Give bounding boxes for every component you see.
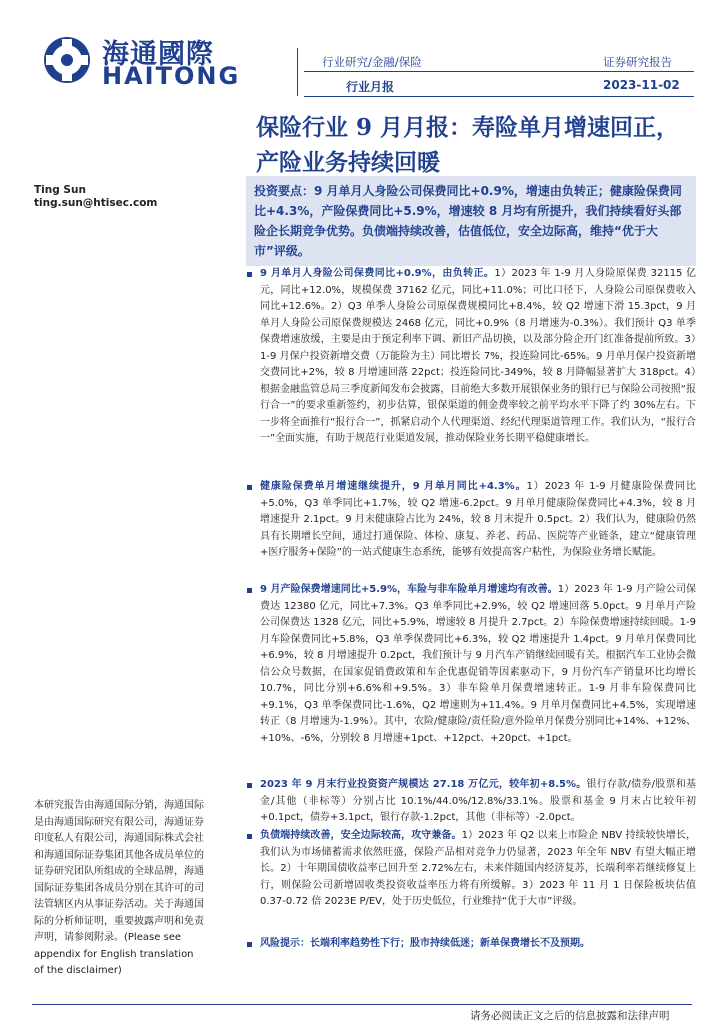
section-4 [260,777,696,827]
logo-text-cn: 海通國際 [102,39,214,70]
logo-text-en: HAITONG [102,62,241,90]
bullet-marker [247,272,252,277]
section-1 [260,266,696,475]
section-2-lead: 健康险保费单月增速继续提升，9 月单月同比+4.3%。 [260,481,527,492]
section-2-body: 1）2023 年 1-9 月健康险保费同比+5.0%，Q3 单季同比+1.7%，较 Q2 增速-6.2pct。9 月单月健康险保费同比+4.3%，较 8 月增速提升 2.1pct。9 月末健康险占比为 24%，较 8 月末提升 0.5pct。2）我们认为，健康险仍然具有长期增长空间，通过打通保险、体检、康复、养老、药品、医院等产业链条，建立“健康管理+医疗服务+保险”的一站式健康生态系统，能够有效提高客户粘性，为保险业务增长赋能。 [260,481,696,558]
section-3-lead: 9 月产险保费增速同比+5.9%，车险与非车险单月增速均有改善。 [260,584,558,595]
bullet-marker [247,942,252,947]
section-1-body: 1）2023 年 1-9 月人身险原保费 32115 亿元，同比+12.0%，规模保费 37162 亿元，同比+11.0%；可比口径下，人身险公司原保费收入同比+12.6%。2）Q3 单季人身险公司原保费规模同比+8.4%，较 Q2 增速下滑 15.3pct，9 月单月人身险公司原保费规模达 2468 亿元，同比+0.9%（8 月增速为-0.3%）。我们预计 Q3 单季保费增速放缓，主要是由于预定利率下调、新旧产品切换，以及部分险企开门红准备提前所致。3）1-9 月保户投资新增交费（万能险为主）同比增长 7%，投连险同比-65%。9 月单月保户投资新增交费同比+2%，较 8 月增速回落 22pct；投连险同比-349%，较 8 月降幅显著扩大 318pct。4）根据金融监管总局三季度新闻发布会披露，目前绝大多数开展银保业务的银行已与保险公司按照“报行合一”的要求重新签约，初步估算，银保渠道的佣金费率较之前平均水平下降了约 30%左右。下一步将全面推行“报行合一”，抓紧启动个人代理渠道、经纪代理渠道管理工作。我们认为，“报行合一”全面实施，有助于规范行业渠道发展，推动保险业务长期平稳健康增长。 [260,268,696,444]
bullet-marker [247,588,252,593]
header-rule-bottom [304,96,694,97]
section-5-body: 1）2023 年 Q2 以来上市险企 NBV 持续较快增长，我们认为市场储蓄需求依然旺盛，保险产品相对竞争力仍显著，2023 年全年 NBV 有望大幅正增长。2）十年期国债收益率已回升至 2.72%左右，未来伴随国内经济复苏，长端利率若继续修复上行，则保险公司新增固收类投资收益率压力将有所缓解。3）2023 年 11 月 1 日保险板块估值 0.37-0.72 倍 2023E P/EV，处于历史低位，行业维持“优于大市”评级。 [260,830,696,907]
bullet-marker [247,783,252,788]
title-line-2: 产险业务持续回暖 [256,149,440,176]
section-5-lead: 负债端持续改善，安全边际较高，攻守兼备。 [260,830,462,841]
bullet-marker [247,834,252,839]
footer-note: 请务必阅读正文之后的信息披露和法律声明 [470,1010,670,1022]
section-3-body: 1）2023 年 1-9 月产险公司保费达 12380 亿元，同比+7.3%。Q3 单季同比+2.9%，较 Q2 增速回落 5.0pct。9 月单月产险公司保费达 1328 亿元，同比+5.9%，增速较 8 月提升 2.7pct。2）车险保费增速持续回暖。1-9 月车险保费同比+5.8%，Q3 单季保费同比+6.3%，较 Q2 增速提升 1.4pct。9 月单月保费同比+6.9%，较 8 月增速提升 0.2pct，我们预计与 9 月汽车产销继续回暖有关。根据汽车工业协会微信公众号数据，在国家促销费政策和车企优惠促销等因素驱动下，9 月份汽车产销量环比均增长 10.7%，同比分别+6.6%和+9.5%。3）非车险单月保费增速转正。1-9 月非车险保费同比+9.1%，Q3 单季保费同比-1.6%，Q2 增速则为+11.4%。9 月单月保费同比+4.5%，实现增速转正（8 月增速为-1.9%）。其中，农险/健康险/责任险/意外险单月保费分别同比+14%、+12%、+10%、-6%，分别较 8 月增速+1pct、+12pct、+20pct、+1pct。 [260,584,696,744]
header-divider [297,48,298,96]
section-5 [260,828,696,928]
author-name: Ting Sun [34,184,86,196]
logo [42,35,92,85]
disclaimer: 本研究报告由海通国际分销，海通国际是由海通国际研究有限公司，海通证券印度私人有限公司，海通国际株式会社和海通国际证券集团其他各成员单位的证券研究团队所组成的全球品牌，海通国际证券集团各成员分别在其许可的司法管辖区内从事证券活动。关于海通国际的分析师证明，重要披露声明和免责声明，请参阅附录。(Please see appendix for English translation of the disclaimer) [34,800,204,976]
summary-box [246,176,696,266]
section-6 [260,936,696,956]
author-email[interactable]: ting.sun@htisec.com [34,197,158,209]
page-title [256,110,706,180]
section-1-lead: 9 月单月人身险公司保费同比+0.9%，由负转正。 [260,268,495,279]
section-4-lead: 2023 年 9 月末行业投资资产规模达 27.18 万亿元，较年初+8.5%。 [260,779,587,790]
bullet-marker [247,485,252,490]
summary-text: 投资要点：9 月单月人身险公司保费同比+0.9%，增速由负转正；健康险保费同比+4.3%，产险保费同比+5.9%，增速较 8 月均有所提升，我们持续看好头部险企长期竞争优势。负债端持续改善，估值低位，安全边际高，维持“优于大市”评级。 [254,184,682,258]
footer-rule [32,1004,692,1005]
haitong-logo-icon [42,35,92,85]
report-kind: 证券研究报告 [603,55,672,69]
author-block [34,184,157,210]
report-date: 2023-11-02 [603,78,680,92]
section-4-body: 银行存款/债券/股票和基金/其他（非标等）分别占比 10.1%/44.0%/12.8%/33.1%。股票和基金 9 月末占比较年初+0.1pct，债券+3.1pct，银行存款-1.2pct，其他（非标等）-2.0pct。 [260,779,696,823]
report-subkind: 行业月报 [346,80,395,94]
report-category: 行业研究/金融/保险 [322,55,422,69]
section-2 [260,479,696,579]
title-line-1: 保险行业 9 月月报：寿险单月增速回正， [256,114,680,141]
section-6-lead: 风险提示：长端利率趋势性下行；股市持续低迷；新单保费增长不及预期。 [260,938,590,949]
section-3 [260,582,696,773]
header-rule-top [304,71,694,72]
